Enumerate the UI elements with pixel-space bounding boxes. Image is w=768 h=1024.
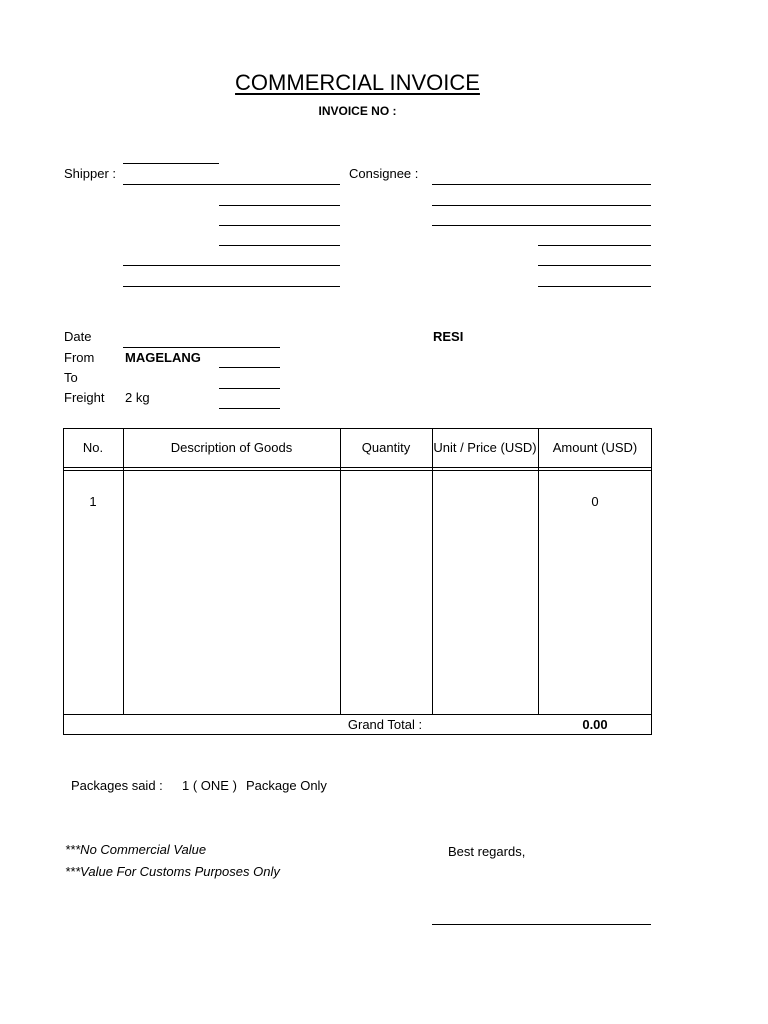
column-header-description: Description of Goods	[170, 440, 293, 455]
consignee-line[interactable]	[432, 184, 651, 185]
freight-label: Freight	[64, 390, 105, 405]
note-no-commercial-value: ***No Commercial Value	[65, 842, 207, 857]
table-cell-amount: 0	[591, 494, 599, 509]
table-total-divider	[63, 714, 652, 715]
to-label: To	[64, 370, 78, 385]
table-column-divider	[123, 428, 124, 714]
table-header-divider	[63, 467, 652, 468]
from-label: From	[64, 350, 95, 365]
note-customs-purposes: ***Value For Customs Purposes Only	[65, 864, 280, 879]
consignee-line[interactable]	[432, 225, 651, 226]
freight-value: 2 kg	[125, 390, 150, 405]
date-label: Date	[64, 329, 92, 344]
consignee-line[interactable]	[432, 205, 651, 206]
column-header-no: No.	[82, 440, 104, 455]
column-header-quantity: Quantity	[361, 440, 411, 455]
table-column-divider	[432, 428, 433, 714]
column-header-amount: Amount (USD)	[552, 440, 638, 455]
best-regards: Best regards,	[448, 844, 526, 859]
packages-suffix: Package Only	[246, 778, 327, 793]
invoice-number-label: INVOICE NO :	[318, 104, 397, 118]
consignee-label: Consignee :	[349, 166, 419, 181]
grand-total-label: Grand Total :	[347, 717, 423, 732]
shipper-line[interactable]	[123, 286, 340, 287]
from-line[interactable]	[219, 367, 280, 368]
freight-line[interactable]	[219, 408, 280, 409]
goods-table	[63, 428, 652, 735]
table-column-divider	[538, 428, 539, 714]
consignee-line[interactable]	[538, 245, 651, 246]
shipper-label: Shipper :	[64, 166, 117, 181]
date-line[interactable]	[123, 347, 280, 348]
shipper-line[interactable]	[123, 265, 340, 266]
consignee-line[interactable]	[538, 286, 651, 287]
consignee-line[interactable]	[538, 265, 651, 266]
from-value: MAGELANG	[125, 350, 201, 365]
resi-label: RESI	[433, 329, 464, 344]
column-header-unit-price: Unit / Price (USD)	[433, 440, 537, 455]
packages-label: Packages said :	[71, 778, 163, 793]
table-cell-no: 1	[89, 494, 97, 509]
table-header-divider	[63, 470, 652, 471]
shipper-line[interactable]	[123, 163, 219, 164]
invoice-title: COMMERCIAL INVOICE	[235, 70, 480, 95]
shipper-line[interactable]	[219, 205, 340, 206]
to-line[interactable]	[219, 388, 280, 389]
shipper-line[interactable]	[219, 245, 340, 246]
table-column-divider	[340, 428, 341, 714]
shipper-line[interactable]	[123, 184, 340, 185]
packages-count: 1 ( ONE )	[182, 778, 237, 793]
signature-line[interactable]	[432, 924, 651, 925]
shipper-line[interactable]	[219, 225, 340, 226]
grand-total-value: 0.00	[582, 717, 608, 732]
